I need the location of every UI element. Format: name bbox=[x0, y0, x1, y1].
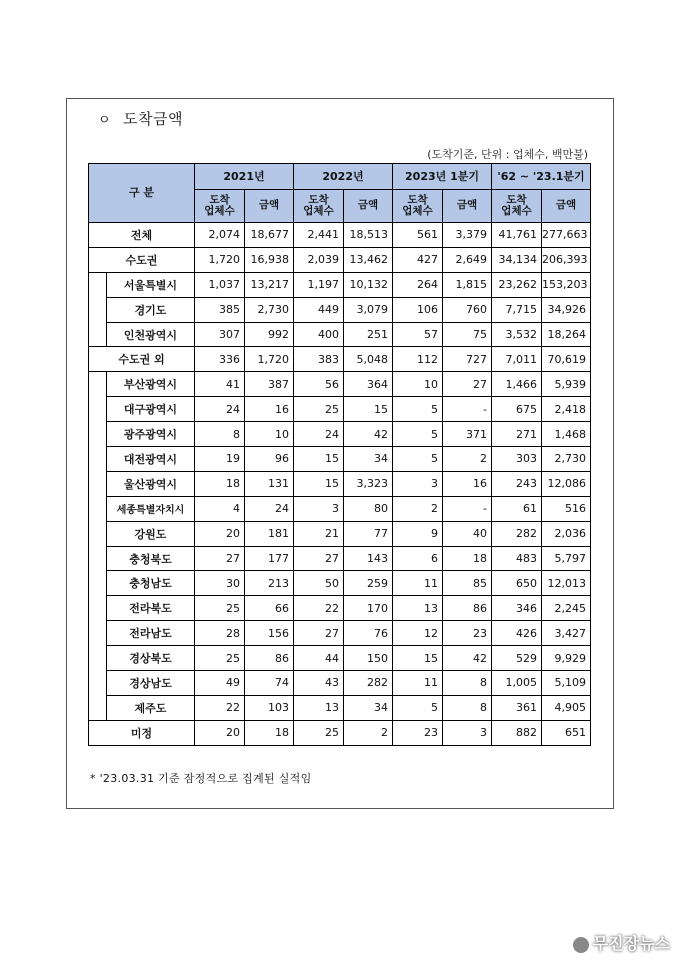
table-body bbox=[89, 223, 591, 746]
count-cell: 1,037 bbox=[195, 272, 245, 297]
count-cell: 61 bbox=[492, 496, 542, 521]
count-cell: 7,011 bbox=[492, 347, 542, 372]
indent-cell bbox=[89, 422, 107, 447]
count-cell: 19 bbox=[195, 447, 245, 472]
count-cell: 49 bbox=[195, 671, 245, 696]
table-row bbox=[89, 347, 591, 372]
row-label: 수도권 bbox=[89, 247, 195, 272]
amount-cell: 42 bbox=[443, 646, 492, 671]
count-cell: 27 bbox=[294, 621, 344, 646]
amount-cell: 2,418 bbox=[542, 397, 591, 422]
row-label: 부산광역시 bbox=[107, 372, 195, 397]
amount-cell: 277,663 bbox=[542, 223, 591, 248]
count-cell: 336 bbox=[195, 347, 245, 372]
count-cell: 24 bbox=[294, 422, 344, 447]
amount-cell: 74 bbox=[245, 671, 294, 696]
count-cell: 271 bbox=[492, 422, 542, 447]
amount-cell: 66 bbox=[245, 596, 294, 621]
amount-cell: 364 bbox=[344, 372, 393, 397]
count-cell: 2 bbox=[393, 496, 443, 521]
count-cell: 383 bbox=[294, 347, 344, 372]
count-cell: 561 bbox=[393, 223, 443, 248]
amount-cell: 18,513 bbox=[344, 223, 393, 248]
amount-cell: 727 bbox=[443, 347, 492, 372]
count-cell: 5 bbox=[393, 397, 443, 422]
count-cell: 4 bbox=[195, 496, 245, 521]
count-cell: 13 bbox=[393, 596, 443, 621]
count-cell: 56 bbox=[294, 372, 344, 397]
count-cell: 6 bbox=[393, 546, 443, 571]
count-cell: 3 bbox=[294, 496, 344, 521]
indent-cell bbox=[89, 571, 107, 596]
count-cell: 426 bbox=[492, 621, 542, 646]
section-title-text: 도착금액 bbox=[123, 110, 184, 128]
count-cell: 106 bbox=[393, 297, 443, 322]
count-header: 도착 업체수 bbox=[294, 190, 344, 223]
count-cell: 307 bbox=[195, 322, 245, 347]
count-cell: 1,466 bbox=[492, 372, 542, 397]
count-cell: 50 bbox=[294, 571, 344, 596]
count-cell: 11 bbox=[393, 571, 443, 596]
table-header bbox=[89, 164, 591, 223]
count-cell: 27 bbox=[195, 546, 245, 571]
count-header: 도착 업체수 bbox=[492, 190, 542, 223]
count-cell: 20 bbox=[195, 720, 245, 745]
amount-cell: 8 bbox=[443, 671, 492, 696]
count-cell: 1,005 bbox=[492, 671, 542, 696]
table-row bbox=[89, 322, 591, 347]
indent-cell bbox=[89, 695, 107, 720]
amount-cell: 103 bbox=[245, 695, 294, 720]
amount-cell: 3,323 bbox=[344, 471, 393, 496]
table-row bbox=[89, 546, 591, 571]
period-header: '62 ~ '23.1분기 bbox=[492, 164, 591, 190]
count-cell: 5 bbox=[393, 422, 443, 447]
logo-icon bbox=[573, 937, 589, 953]
amount-cell: 3,427 bbox=[542, 621, 591, 646]
count-cell: 2,039 bbox=[294, 247, 344, 272]
amount-cell: 16 bbox=[245, 397, 294, 422]
table-row bbox=[89, 223, 591, 248]
count-cell: 9 bbox=[393, 521, 443, 546]
count-cell: 1,720 bbox=[195, 247, 245, 272]
count-cell: 10 bbox=[393, 372, 443, 397]
amount-header: 금액 bbox=[245, 190, 294, 223]
amount-cell: 85 bbox=[443, 571, 492, 596]
amount-cell: 9,929 bbox=[542, 646, 591, 671]
count-cell: 243 bbox=[492, 471, 542, 496]
count-cell: 43 bbox=[294, 671, 344, 696]
amount-cell: 13,462 bbox=[344, 247, 393, 272]
amount-cell: 18,264 bbox=[542, 322, 591, 347]
amount-cell: 16 bbox=[443, 471, 492, 496]
amount-cell: 3,079 bbox=[344, 297, 393, 322]
count-cell: 1,197 bbox=[294, 272, 344, 297]
amount-cell: 2,245 bbox=[542, 596, 591, 621]
count-cell: 15 bbox=[294, 447, 344, 472]
count-cell: 23,262 bbox=[492, 272, 542, 297]
count-cell: 5 bbox=[393, 447, 443, 472]
amount-cell: 86 bbox=[443, 596, 492, 621]
count-cell: 25 bbox=[294, 397, 344, 422]
table-row bbox=[89, 471, 591, 496]
count-cell: 483 bbox=[492, 546, 542, 571]
row-label: 충청남도 bbox=[107, 571, 195, 596]
amount-cell: 2,730 bbox=[245, 297, 294, 322]
amount-cell: 80 bbox=[344, 496, 393, 521]
row-label: 인천광역시 bbox=[107, 322, 195, 347]
table-row bbox=[89, 621, 591, 646]
amount-cell: 13,217 bbox=[245, 272, 294, 297]
amount-cell: 34,926 bbox=[542, 297, 591, 322]
amount-cell: 3 bbox=[443, 720, 492, 745]
row-label: 서울특별시 bbox=[107, 272, 195, 297]
table-row bbox=[89, 247, 591, 272]
indent-cell bbox=[89, 496, 107, 521]
indent-cell bbox=[89, 322, 107, 347]
table-row bbox=[89, 695, 591, 720]
table-row bbox=[89, 720, 591, 745]
amount-cell: 34 bbox=[344, 695, 393, 720]
indent-cell bbox=[89, 397, 107, 422]
amount-cell: 1,815 bbox=[443, 272, 492, 297]
row-label: 경기도 bbox=[107, 297, 195, 322]
count-cell: 20 bbox=[195, 521, 245, 546]
count-cell: 3,532 bbox=[492, 322, 542, 347]
amount-cell: 156 bbox=[245, 621, 294, 646]
count-cell: 15 bbox=[294, 471, 344, 496]
amount-cell: 40 bbox=[443, 521, 492, 546]
count-cell: 27 bbox=[294, 546, 344, 571]
amount-cell: 177 bbox=[245, 546, 294, 571]
count-cell: 13 bbox=[294, 695, 344, 720]
amount-cell: 181 bbox=[245, 521, 294, 546]
amount-cell: 96 bbox=[245, 447, 294, 472]
amount-cell: 153,203 bbox=[542, 272, 591, 297]
count-cell: 57 bbox=[393, 322, 443, 347]
amount-cell: 371 bbox=[443, 422, 492, 447]
row-label: 경상남도 bbox=[107, 671, 195, 696]
amount-cell: 18 bbox=[245, 720, 294, 745]
amount-cell: 516 bbox=[542, 496, 591, 521]
count-cell: 28 bbox=[195, 621, 245, 646]
count-cell: 34,134 bbox=[492, 247, 542, 272]
amount-cell: 15 bbox=[344, 397, 393, 422]
amount-cell: 12,013 bbox=[542, 571, 591, 596]
amount-cell: 3,379 bbox=[443, 223, 492, 248]
count-cell: 22 bbox=[195, 695, 245, 720]
count-cell: 7,715 bbox=[492, 297, 542, 322]
amount-cell: - bbox=[443, 397, 492, 422]
count-cell: 18 bbox=[195, 471, 245, 496]
count-cell: 2,441 bbox=[294, 223, 344, 248]
row-label: 전라북도 bbox=[107, 596, 195, 621]
count-cell: 3 bbox=[393, 471, 443, 496]
row-label: 광주광역시 bbox=[107, 422, 195, 447]
arrival-amount-table bbox=[88, 163, 591, 746]
indent-cell bbox=[89, 272, 107, 297]
amount-cell: 1,720 bbox=[245, 347, 294, 372]
indent-cell bbox=[89, 521, 107, 546]
count-cell: 22 bbox=[294, 596, 344, 621]
count-cell: 21 bbox=[294, 521, 344, 546]
amount-cell: 77 bbox=[344, 521, 393, 546]
amount-cell: 18 bbox=[443, 546, 492, 571]
count-cell: 2,074 bbox=[195, 223, 245, 248]
amount-cell: 75 bbox=[443, 322, 492, 347]
amount-cell: 387 bbox=[245, 372, 294, 397]
amount-cell: 2,036 bbox=[542, 521, 591, 546]
table-row bbox=[89, 596, 591, 621]
amount-cell: 10 bbox=[245, 422, 294, 447]
table-row bbox=[89, 422, 591, 447]
amount-cell: 34 bbox=[344, 447, 393, 472]
amount-cell: 12,086 bbox=[542, 471, 591, 496]
footnote: * '23.03.31 기준 잠정적으로 집계된 실적임 bbox=[90, 772, 312, 785]
count-cell: 11 bbox=[393, 671, 443, 696]
indent-cell bbox=[89, 297, 107, 322]
amount-cell: 206,393 bbox=[542, 247, 591, 272]
period-header: 2022년 bbox=[294, 164, 393, 190]
amount-cell: 18,677 bbox=[245, 223, 294, 248]
row-label: 경상북도 bbox=[107, 646, 195, 671]
amount-cell: 70,619 bbox=[542, 347, 591, 372]
amount-cell: 5,939 bbox=[542, 372, 591, 397]
table-row bbox=[89, 297, 591, 322]
indent-cell bbox=[89, 372, 107, 397]
indent-cell bbox=[89, 646, 107, 671]
amount-cell: 5,048 bbox=[344, 347, 393, 372]
amount-cell: 131 bbox=[245, 471, 294, 496]
count-cell: 25 bbox=[195, 596, 245, 621]
row-label: 세종특별자치시 bbox=[107, 496, 195, 521]
count-cell: 25 bbox=[294, 720, 344, 745]
amount-cell: 8 bbox=[443, 695, 492, 720]
count-cell: 24 bbox=[195, 397, 245, 422]
amount-cell: 1,468 bbox=[542, 422, 591, 447]
indent-cell bbox=[89, 621, 107, 646]
circle-bullet-icon: ㅇ bbox=[98, 113, 112, 128]
count-header: 도착 업체수 bbox=[393, 190, 443, 223]
row-label: 대구광역시 bbox=[107, 397, 195, 422]
indent-cell bbox=[89, 671, 107, 696]
row-label: 전체 bbox=[89, 223, 195, 248]
amount-cell: 4,905 bbox=[542, 695, 591, 720]
amount-cell: 42 bbox=[344, 422, 393, 447]
count-cell: 8 bbox=[195, 422, 245, 447]
table-row bbox=[89, 272, 591, 297]
indent-cell bbox=[89, 596, 107, 621]
amount-cell: 251 bbox=[344, 322, 393, 347]
amount-cell: 86 bbox=[245, 646, 294, 671]
amount-header: 금액 bbox=[344, 190, 393, 223]
amount-cell: 143 bbox=[344, 546, 393, 571]
count-cell: 529 bbox=[492, 646, 542, 671]
count-cell: 361 bbox=[492, 695, 542, 720]
row-label: 강원도 bbox=[107, 521, 195, 546]
table-row bbox=[89, 571, 591, 596]
count-cell: 282 bbox=[492, 521, 542, 546]
count-cell: 449 bbox=[294, 297, 344, 322]
count-cell: 41 bbox=[195, 372, 245, 397]
count-cell: 5 bbox=[393, 695, 443, 720]
indent-cell bbox=[89, 546, 107, 571]
row-label: 충청북도 bbox=[107, 546, 195, 571]
amount-cell: 27 bbox=[443, 372, 492, 397]
row-label: 대전광역시 bbox=[107, 447, 195, 472]
count-cell: 25 bbox=[195, 646, 245, 671]
amount-cell: - bbox=[443, 496, 492, 521]
amount-cell: 213 bbox=[245, 571, 294, 596]
row-label: 전라남도 bbox=[107, 621, 195, 646]
table-row bbox=[89, 671, 591, 696]
table-row bbox=[89, 447, 591, 472]
amount-cell: 170 bbox=[344, 596, 393, 621]
table-row bbox=[89, 646, 591, 671]
amount-header: 금액 bbox=[443, 190, 492, 223]
amount-cell: 282 bbox=[344, 671, 393, 696]
count-cell: 346 bbox=[492, 596, 542, 621]
amount-cell: 2,730 bbox=[542, 447, 591, 472]
row-label: 수도권 외 bbox=[89, 347, 195, 372]
count-cell: 12 bbox=[393, 621, 443, 646]
amount-cell: 5,797 bbox=[542, 546, 591, 571]
unit-note: (도착기준, 단위 : 업체수, 백만불) bbox=[427, 148, 588, 161]
count-cell: 30 bbox=[195, 571, 245, 596]
count-cell: 15 bbox=[393, 646, 443, 671]
count-cell: 44 bbox=[294, 646, 344, 671]
amount-cell: 2 bbox=[344, 720, 393, 745]
row-label: 제주도 bbox=[107, 695, 195, 720]
amount-cell: 2 bbox=[443, 447, 492, 472]
count-cell: 427 bbox=[393, 247, 443, 272]
amount-cell: 24 bbox=[245, 496, 294, 521]
table-row bbox=[89, 397, 591, 422]
amount-cell: 760 bbox=[443, 297, 492, 322]
count-cell: 650 bbox=[492, 571, 542, 596]
amount-header: 금액 bbox=[542, 190, 591, 223]
amount-cell: 992 bbox=[245, 322, 294, 347]
table-row bbox=[89, 496, 591, 521]
amount-cell: 259 bbox=[344, 571, 393, 596]
table-row bbox=[89, 372, 591, 397]
amount-cell: 10,132 bbox=[344, 272, 393, 297]
count-cell: 385 bbox=[195, 297, 245, 322]
period-header: 2023년 1분기 bbox=[393, 164, 492, 190]
amount-cell: 150 bbox=[344, 646, 393, 671]
count-cell: 675 bbox=[492, 397, 542, 422]
amount-cell: 2,649 bbox=[443, 247, 492, 272]
indent-cell bbox=[89, 471, 107, 496]
amount-cell: 16,938 bbox=[245, 247, 294, 272]
amount-cell: 76 bbox=[344, 621, 393, 646]
row-label: 미정 bbox=[89, 720, 195, 745]
count-cell: 112 bbox=[393, 347, 443, 372]
section-title bbox=[98, 108, 183, 129]
count-cell: 41,761 bbox=[492, 223, 542, 248]
period-header: 2021년 bbox=[195, 164, 294, 190]
row-label: 울산광역시 bbox=[107, 471, 195, 496]
count-cell: 264 bbox=[393, 272, 443, 297]
amount-cell: 651 bbox=[542, 720, 591, 745]
count-cell: 400 bbox=[294, 322, 344, 347]
amount-cell: 23 bbox=[443, 621, 492, 646]
count-cell: 23 bbox=[393, 720, 443, 745]
indent-cell bbox=[89, 447, 107, 472]
amount-cell: 5,109 bbox=[542, 671, 591, 696]
count-cell: 882 bbox=[492, 720, 542, 745]
category-header: 구 분 bbox=[89, 164, 195, 223]
watermark-logo: 무진장뉴스 bbox=[573, 931, 670, 954]
count-header: 도착 업체수 bbox=[195, 190, 245, 223]
table-row bbox=[89, 521, 591, 546]
count-cell: 303 bbox=[492, 447, 542, 472]
